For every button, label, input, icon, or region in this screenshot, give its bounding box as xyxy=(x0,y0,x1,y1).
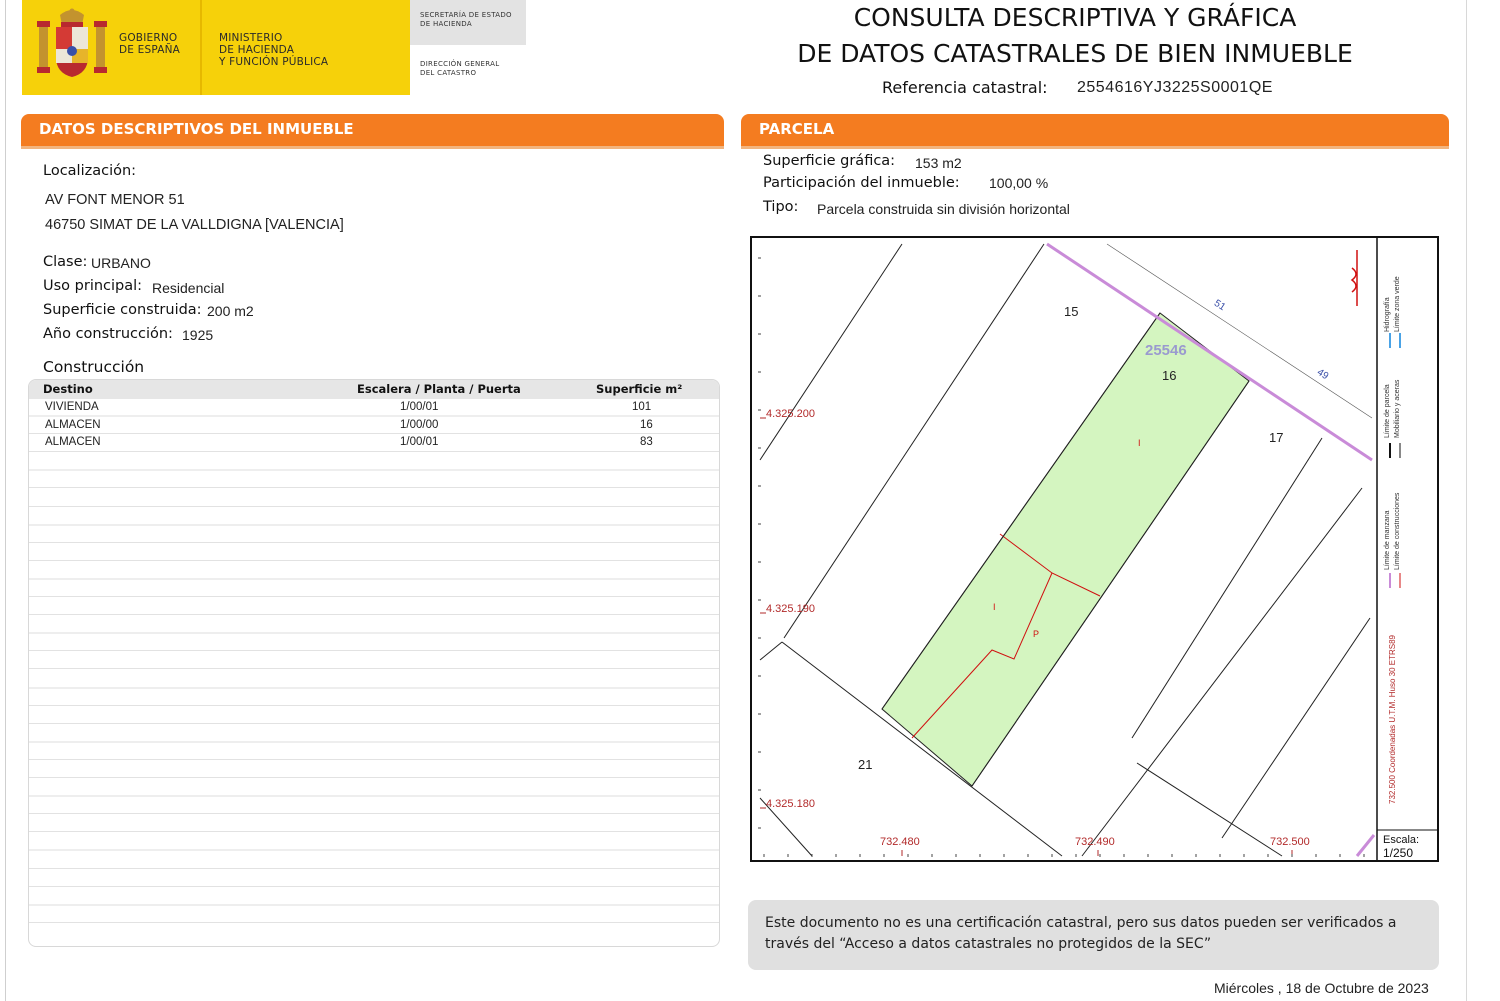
table-row-separator xyxy=(29,922,719,923)
construction-table xyxy=(28,379,720,947)
subject-parcel xyxy=(882,313,1249,786)
table-row-separator xyxy=(29,632,719,634)
table-row-separator xyxy=(29,904,719,906)
ref-label: Referencia catastral: xyxy=(882,78,1048,97)
road-corner xyxy=(1357,835,1374,856)
table-row-separator xyxy=(29,650,719,651)
uso-value: Residencial xyxy=(152,280,225,296)
table-row-1-superficie: 101 xyxy=(632,401,652,413)
parcel-label-16: 16 xyxy=(1162,368,1177,383)
table-header xyxy=(29,380,719,399)
unit-label-2: I xyxy=(993,602,996,612)
location-label: Localización: xyxy=(43,163,137,179)
crs-note: 732.500 Coordenadas U.T.M. Huso 30 ETRS89 xyxy=(1388,635,1397,804)
participacion-label: Participación del inmueble: xyxy=(763,175,960,191)
x-coord-2: 732.490 xyxy=(1075,836,1115,848)
table-row-separator xyxy=(29,469,719,471)
legend-mobiliario: Mobiliario y aceras xyxy=(1394,379,1401,438)
ministerio-text: MINISTERIO DE HACIENDA Y FUNCIÓN PÚBLICA xyxy=(219,32,329,68)
page-title: CONSULTA DESCRIPTIVA Y GRÁFICA DE DATOS CATASTRALES DE BIEN INMUEBLE xyxy=(797,3,1353,68)
gobierno-text: GOBIERNO DE ESPAÑA xyxy=(119,32,181,56)
table-row-separator xyxy=(29,886,719,887)
banner-divider xyxy=(200,0,202,95)
legend-limite-manzana: Límite de manzana xyxy=(1384,510,1391,570)
x-coord-3: 732.500 xyxy=(1270,836,1310,848)
clase-value: URBANO xyxy=(91,255,151,271)
table-row-separator xyxy=(29,795,719,797)
legend-limite-construcciones: Límite de construcciones xyxy=(1394,492,1401,570)
legend-hidrografia: Hidrografía xyxy=(1384,297,1391,332)
section-header-descriptive: DATOS DESCRIPTIVOS DEL INMUEBLE xyxy=(21,114,724,146)
table-row-2-superficie: 16 xyxy=(640,419,653,431)
superficie-value: 200 m2 xyxy=(207,303,254,319)
map-drawing xyxy=(752,238,1437,860)
table-row-separator xyxy=(29,542,719,543)
table-row-separator xyxy=(29,614,719,615)
y-coord-3: 4.325.180 xyxy=(766,798,815,810)
parcel-ref-label: 25546 xyxy=(1145,342,1187,359)
anio-value: 1925 xyxy=(182,327,214,343)
north-arrow-icon xyxy=(1352,250,1357,306)
unit-label-3: P xyxy=(1033,629,1040,639)
table-row-separator xyxy=(29,506,719,507)
document-date: Miércoles , 18 de Octubre de 2023 xyxy=(1214,980,1429,996)
direccion-text: DIRECCIÓN GENERAL DEL CATASTRO xyxy=(420,60,500,77)
table-row-separator xyxy=(29,813,719,814)
legend-limite-parcela: Límite de parcela xyxy=(1384,384,1391,438)
table-row-2-destino: ALMACEN xyxy=(45,419,101,431)
tipo-value: Parcela construida sin división horizontal xyxy=(817,201,1070,217)
table-row-separator xyxy=(29,741,719,743)
col-escalera: Escalera / Planta / Puerta xyxy=(357,382,521,396)
table-row-separator xyxy=(29,560,719,561)
unit-label-1: I xyxy=(1138,438,1141,448)
coat-of-arms-icon xyxy=(36,7,108,81)
superficie-label: Superficie construida: xyxy=(43,302,202,318)
table-row-separator xyxy=(29,868,719,869)
sup-grafica-label: Superficie gráfica: xyxy=(763,153,896,169)
table-row-separator xyxy=(29,849,719,851)
table-row-separator xyxy=(29,524,719,526)
y-coord-2: 4.325.190 xyxy=(766,603,815,615)
table-row-separator xyxy=(29,777,719,778)
ref-value: 2554616YJ3225S0001QE xyxy=(1077,79,1273,96)
page-frame-left xyxy=(5,0,6,1001)
parcel-label-17: 17 xyxy=(1269,430,1284,445)
uso-label: Uso principal: xyxy=(43,278,143,294)
address-line2: 46750 SIMAT DE LA VALLDIGNA [VALENCIA] xyxy=(45,217,344,233)
y-coord-1: 4.325.200 xyxy=(766,408,815,420)
table-row-separator xyxy=(29,596,719,597)
secretaria-text: SECRETARÍA DE ESTADO DE HACIENDA xyxy=(420,11,512,28)
page-frame-right xyxy=(1466,0,1467,1001)
table-row-3-superficie: 83 xyxy=(640,436,653,448)
anio-label: Año construcción: xyxy=(43,326,173,342)
scale-value: 1/250 xyxy=(1383,846,1414,860)
address-line1: AV FONT MENOR 51 xyxy=(45,192,185,208)
col-superficie: Superficie m² xyxy=(596,382,683,396)
table-row-separator xyxy=(29,723,719,724)
participacion-value: 100,00 % xyxy=(989,175,1049,191)
table-row-separator xyxy=(29,578,719,580)
x-coord-1: 732.480 xyxy=(880,836,920,848)
parcel-label-15: 15 xyxy=(1064,304,1079,319)
scale-label: Escala: xyxy=(1383,834,1420,846)
table-row-separator xyxy=(29,759,719,760)
table-row-1-escalera: 1/00/01 xyxy=(400,401,439,413)
street-number-51: 51 xyxy=(1211,297,1228,314)
table-row-separator xyxy=(29,705,719,706)
tipo-label: Tipo: xyxy=(763,199,799,215)
street-number-49: 49 xyxy=(1314,366,1331,383)
table-row-separator xyxy=(29,415,719,417)
section-rule-parcela xyxy=(741,146,1449,149)
table-row-separator xyxy=(29,487,719,488)
table-row-3-escalera: 1/00/01 xyxy=(400,436,439,448)
parcel-label-21: 21 xyxy=(858,757,873,772)
table-row-separator xyxy=(29,668,719,669)
clase-label: Clase: xyxy=(43,254,88,270)
cadastral-map xyxy=(750,236,1439,862)
col-destino: Destino xyxy=(43,382,93,396)
section-header-parcela: PARCELA xyxy=(741,114,1449,146)
construccion-label: Construcción xyxy=(43,358,145,376)
table-row-separator xyxy=(29,433,719,434)
legend-zona-verde: Límite zona verde xyxy=(1394,276,1401,332)
table-row-separator xyxy=(29,831,719,832)
table-row-separator xyxy=(29,687,719,689)
section-rule xyxy=(21,146,724,149)
table-row-3-destino: ALMACEN xyxy=(45,436,101,448)
disclaimer-notice: Este documento no es una certificación catastral, pero sus datos pueden ser verificados a través del “Acceso a datos catastrales no protegidos de la SEC” xyxy=(748,900,1439,970)
sup-grafica-value: 153 m2 xyxy=(915,155,962,171)
table-row-separator xyxy=(29,451,719,452)
table-row-1-destino: VIVIENDA xyxy=(45,401,99,413)
table-row-2-escalera: 1/00/00 xyxy=(400,419,439,431)
